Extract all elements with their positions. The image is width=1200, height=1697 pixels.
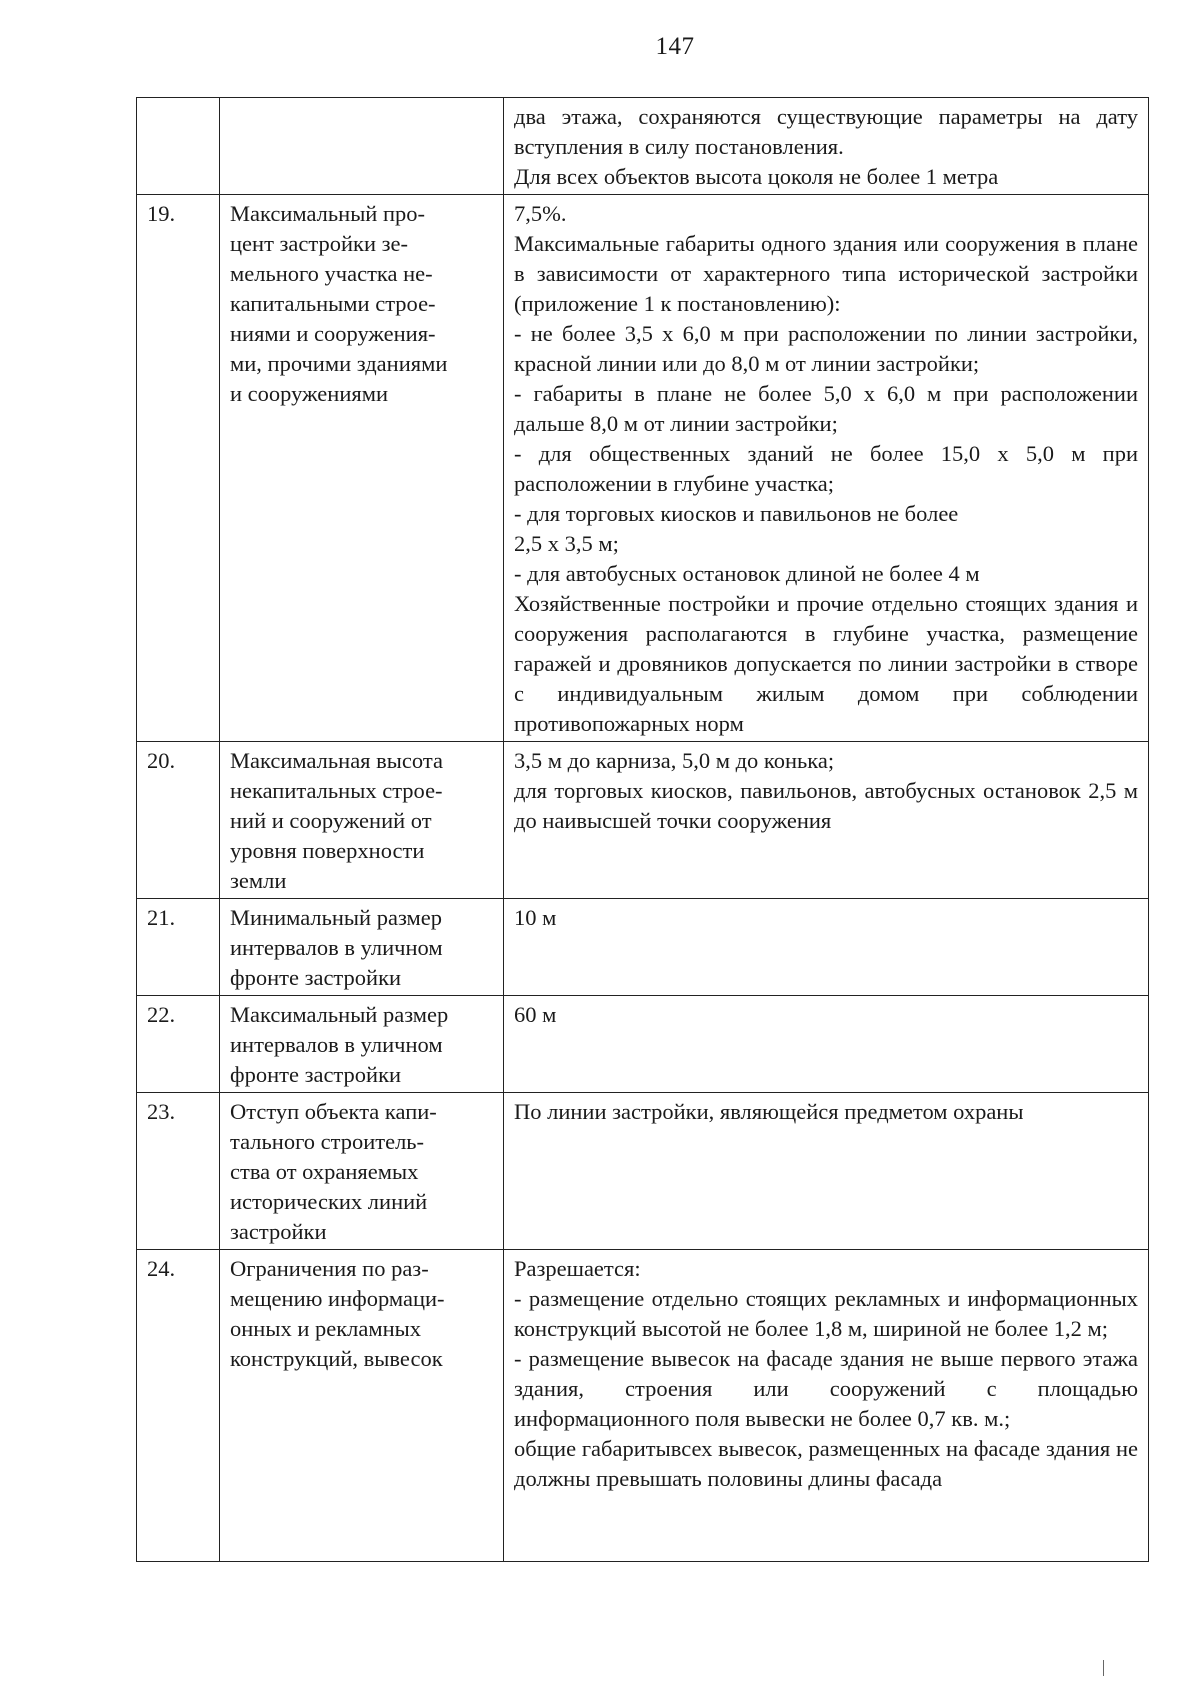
parameter-name-line: некапитальных строе-	[230, 778, 443, 803]
parameter-name-line: онных и рекламных	[230, 1316, 422, 1341]
row-number-cell	[137, 742, 220, 899]
parameter-name-line: ства от охраняемых	[230, 1159, 419, 1184]
parameter-name-line: застройки	[230, 1219, 327, 1244]
parameter-value-cell	[504, 98, 1149, 195]
parameter-name-line: и сооружениями	[230, 381, 389, 406]
parameter-value-paragraph: 2,5 х 3,5 м;	[514, 531, 619, 556]
parameter-name-line: конструкций, вывесок	[230, 1346, 443, 1371]
parameter-name-line: Максимальная высота	[230, 748, 443, 773]
table-row	[137, 1250, 1149, 1562]
parameter-value-paragraph: - размещение отдельно стоящих рекламных и информационных конструкций высотой не более 1,8 м, шириной не более 1,2 м;	[514, 1286, 1138, 1341]
parameter-value-paragraph: - габариты в плане не более 5,0 х 6,0 м при расположении дальше 8,0 м от линии застройки;	[514, 381, 1138, 436]
parameter-name-cell	[220, 98, 504, 195]
parameter-value-paragraph: Для всех объектов высота цоколя не более 1 метра	[514, 164, 999, 189]
parameter-value-paragraph: Разрешается:	[514, 1256, 641, 1281]
parameter-name-line: уровня поверхности	[230, 838, 425, 863]
row-number: 19.	[147, 201, 176, 226]
parameter-value-paragraph: для торговых киосков, павильонов, автобусных остановок 2,5 м до наивысшей точки сооружения	[514, 778, 1138, 833]
row-number-cell	[137, 899, 220, 996]
parameter-name-line: ний и сооружений от	[230, 808, 432, 833]
parameter-name-line: Ограничения по раз-	[230, 1256, 429, 1281]
parameter-name-line: интервалов в уличном	[230, 1032, 443, 1057]
parameter-name-line: исторических линий	[230, 1189, 428, 1214]
parameter-name-line: фронте застройки	[230, 965, 402, 990]
parameter-value-cell	[504, 742, 1149, 899]
parameter-name-line: ми, прочими зданиями	[230, 351, 448, 376]
parameter-value-cell	[504, 195, 1149, 742]
parameter-name-cell	[220, 195, 504, 742]
parameter-name-line: тального строитель-	[230, 1129, 425, 1154]
parameter-value-paragraph: 60 м	[514, 1002, 557, 1027]
parameter-name-line: мельного участка не-	[230, 261, 433, 286]
row-number-cell	[137, 1093, 220, 1250]
row-number-cell	[137, 996, 220, 1093]
parameter-value-paragraph: - для общественных зданий не более 15,0 х 5,0 м при расположении в глубине участка;	[514, 441, 1138, 496]
parameter-value-paragraph: 3,5 м до карниза, 5,0 м до конька;	[514, 748, 835, 773]
parameter-name-cell	[220, 1093, 504, 1250]
parameter-name-line: мещению информаци-	[230, 1286, 445, 1311]
parameter-value-paragraph: - для автобусных остановок длиной не более 4 м	[514, 561, 980, 586]
parameter-value-cell	[504, 1093, 1149, 1250]
parameter-name-line: фронте застройки	[230, 1062, 402, 1087]
row-number: 24.	[147, 1256, 176, 1281]
regulations-table	[136, 97, 1149, 1562]
parameter-value-paragraph: - для торговых киосков и павильонов не более	[514, 501, 959, 526]
parameter-value-cell	[504, 996, 1149, 1093]
parameter-value-cell	[504, 1250, 1149, 1562]
parameter-value-paragraph: Максимальные габариты одного здания или сооружения в плане в зависимости от характерного типа исторической застройки (приложение 1 к постановлению):	[514, 231, 1138, 316]
parameter-name-line: ниями и сооружения-	[230, 321, 436, 346]
parameter-name-line: Минимальный размер	[230, 905, 442, 930]
row-number-cell	[137, 1250, 220, 1562]
row-number: 20.	[147, 748, 176, 773]
table-row	[137, 195, 1149, 742]
parameter-value-paragraph: общие габаритывсех вывесок, размещенных на фасаде здания не должны превышать половины длины фасада	[514, 1436, 1138, 1491]
parameter-name-line: земли	[230, 868, 287, 893]
parameter-name-cell	[220, 996, 504, 1093]
parameter-name-cell	[220, 1250, 504, 1562]
parameter-name-cell	[220, 742, 504, 899]
parameter-value-paragraph: 7,5%.	[514, 201, 567, 226]
parameter-name-cell	[220, 899, 504, 996]
parameter-name-line: цент застройки зе-	[230, 231, 409, 256]
parameter-name-line: интервалов в уличном	[230, 935, 443, 960]
parameter-name-line: Отступ объекта капи-	[230, 1099, 437, 1124]
row-number: 21.	[147, 905, 176, 930]
scan-edge-mark	[1103, 1660, 1104, 1676]
parameter-value-paragraph: По линии застройки, являющейся предметом охраны	[514, 1099, 1024, 1124]
parameter-value-paragraph: 10 м	[514, 905, 557, 930]
table-row	[137, 996, 1149, 1093]
row-number-cell	[137, 98, 220, 195]
table-row	[137, 899, 1149, 996]
table-row	[137, 742, 1149, 899]
row-number: 23.	[147, 1099, 176, 1124]
parameter-name-line: Максимальный размер	[230, 1002, 449, 1027]
table-row	[137, 1093, 1149, 1250]
parameter-name-line: Максимальный про-	[230, 201, 426, 226]
row-number: 22.	[147, 1002, 176, 1027]
regulations-table-body	[137, 98, 1149, 1562]
parameter-value-paragraph: Хозяйственные постройки и прочие отдельно стоящих здания и сооружения располагаются в глубине участка, размещение гаражей и дровяников допускается по линии застройки в створе с индивидуальным жилым домом при соблюдении противопожарных норм	[514, 591, 1138, 736]
page-number: 147	[655, 33, 695, 60]
parameter-value-paragraph: два этажа, сохраняются существующие параметры на дату вступления в силу постановления.	[514, 104, 1138, 159]
parameter-value-paragraph: - не более 3,5 х 6,0 м при расположении по линии застройки, красной линии или до 8,0 м от линии застройки;	[514, 321, 1138, 376]
row-number-cell	[137, 195, 220, 742]
parameter-value-cell	[504, 899, 1149, 996]
table-row	[137, 98, 1149, 195]
parameter-value-paragraph: - размещение вывесок на фасаде здания не выше первого этажа здания, строения или сооружений с площадью информационного поля вывески не более 0,7 кв. м.;	[514, 1346, 1138, 1431]
parameter-name-line: капитальными строе-	[230, 291, 436, 316]
